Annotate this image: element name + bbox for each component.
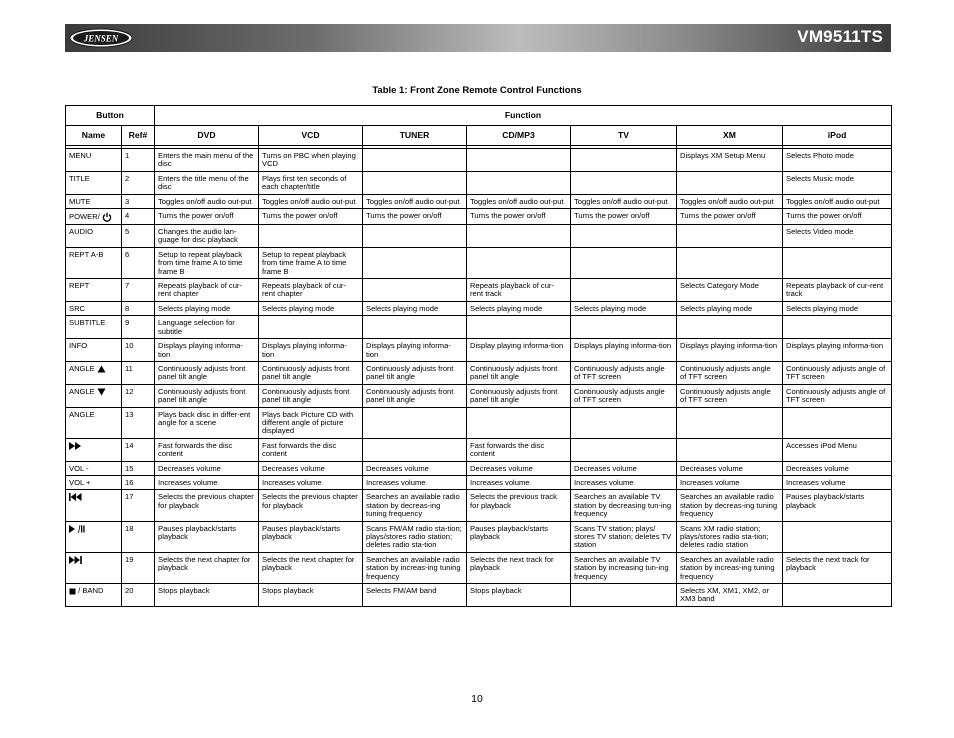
- button-name: ANGLE: [69, 409, 95, 419]
- function-cell-vcd: Plays first ten seconds of each chapter/title: [259, 171, 363, 194]
- function-cell-dvd: Stops playback: [155, 584, 259, 607]
- function-cell-cd-mp3: Continuously adjusts front panel tilt angle: [467, 384, 571, 407]
- function-cell-tv: [571, 171, 677, 194]
- ref-cell: 18: [122, 521, 155, 552]
- function-cell-ipod: Selects Photo mode: [783, 149, 892, 172]
- column-header-tuner: TUNER: [363, 126, 467, 146]
- function-cell-tv: [571, 438, 677, 461]
- function-cell-cd-mp3: [467, 247, 571, 278]
- table-row: [66, 552, 892, 583]
- function-cell-xm: [677, 225, 783, 248]
- function-cell-cd-mp3: Display playing informa-tion: [467, 339, 571, 362]
- function-group-header: Function: [155, 106, 892, 126]
- button-name-cell: [66, 149, 122, 172]
- function-cell-tv: [571, 149, 677, 172]
- button-name-cell: [66, 209, 122, 225]
- function-cell-ipod: Decreases volume: [783, 461, 892, 475]
- function-cell-tv: [571, 316, 677, 339]
- column-header-tv: TV: [571, 126, 677, 146]
- function-cell-tuner: Selects playing mode: [363, 301, 467, 315]
- function-cell-tuner: Decreases volume: [363, 461, 467, 475]
- button-name: ANGLE: [69, 363, 95, 373]
- function-cell-vcd: Stops playback: [259, 584, 363, 607]
- button-name-cell: [66, 552, 122, 583]
- table-row: [66, 316, 892, 339]
- function-cell-xm: Searches an available radio station by increas-ing tuning frequency: [677, 552, 783, 583]
- function-cell-xm: Displays playing informa-tion: [677, 339, 783, 362]
- table-caption: Table 1: Front Zone Remote Control Functions: [372, 85, 582, 96]
- function-cell-vcd: Fast forwards the disc content: [259, 438, 363, 461]
- function-cell-cd-mp3: Decreases volume: [467, 461, 571, 475]
- function-cell-cd-mp3: Selects playing mode: [467, 301, 571, 315]
- table-row: [66, 301, 892, 315]
- function-cell-tv: Searches an available TV station by decreasing tun-ing frequency: [571, 490, 677, 521]
- button-name: / BAND: [78, 586, 104, 596]
- function-cell-xm: Increases volume: [677, 475, 783, 489]
- function-cell-tuner: Searches an available radio station by increas-ing tuning frequency: [363, 552, 467, 583]
- function-cell-dvd: Enters the main menu of the disc: [155, 149, 259, 172]
- table-row: [66, 225, 892, 248]
- button-name: ANGLE: [69, 386, 95, 396]
- button-name-cell: [66, 584, 122, 607]
- table-row: [66, 171, 892, 194]
- ref-cell: 14: [122, 438, 155, 461]
- function-cell-cd-mp3: Pauses playback/starts playback: [467, 521, 571, 552]
- function-cell-ipod: Toggles on/off audio out-put: [783, 194, 892, 208]
- ref-cell: 4: [122, 209, 155, 225]
- function-cell-ipod: Selects Video mode: [783, 225, 892, 248]
- function-cell-dvd: Selects playing mode: [155, 301, 259, 315]
- ref-cell: 3: [122, 194, 155, 208]
- function-cell-cd-mp3: Continuously adjusts front panel tilt angle: [467, 361, 571, 384]
- function-cell-dvd: Increases volume: [155, 475, 259, 489]
- function-cell-dvd: Repeats playback of cur-rent chapter: [155, 279, 259, 302]
- function-cell-cd-mp3: [467, 407, 571, 438]
- table-row: [66, 209, 892, 225]
- function-cell-xm: Continuously adjusts angle of TFT screen: [677, 361, 783, 384]
- function-cell-cd-mp3: [467, 225, 571, 248]
- ref-cell: 8: [122, 301, 155, 315]
- function-cell-xm: [677, 316, 783, 339]
- table-row: [66, 490, 892, 521]
- function-cell-xm: Continuously adjusts angle of TFT screen: [677, 384, 783, 407]
- ref-cell: 20: [122, 584, 155, 607]
- function-cell-cd-mp3: [467, 149, 571, 172]
- table-row: [66, 384, 892, 407]
- function-cell-cd-mp3: Toggles on/off audio out-put: [467, 194, 571, 208]
- function-cell-dvd: Fast forwards the disc content: [155, 438, 259, 461]
- power-icon: [102, 212, 112, 221]
- function-cell-tuner: [363, 438, 467, 461]
- function-cell-dvd: Setup to repeat playback from time frame A to time frame B: [155, 247, 259, 278]
- function-cell-cd-mp3: Selects the previous track for playback: [467, 490, 571, 521]
- function-cell-ipod: Displays playing informa-tion: [783, 339, 892, 362]
- function-cell-vcd: Decreases volume: [259, 461, 363, 475]
- button-name: AUDIO: [69, 227, 94, 237]
- function-cell-tuner: [363, 279, 467, 302]
- function-cell-ipod: [783, 521, 892, 552]
- function-cell-ipod: Pauses playback/starts playback: [783, 490, 892, 521]
- function-cell-dvd: Decreases volume: [155, 461, 259, 475]
- function-cell-vcd: Turns on PBC when playing VCD: [259, 149, 363, 172]
- table-row: [66, 149, 892, 172]
- skip-previous-icon: [69, 492, 82, 501]
- function-cell-ipod: [783, 584, 892, 607]
- function-cell-vcd: Repeats playback of cur-rent chapter: [259, 279, 363, 302]
- remote-functions-table: [65, 105, 892, 607]
- function-cell-xm: Displays XM Setup Menu: [677, 149, 783, 172]
- button-name: REPT: [69, 281, 90, 291]
- button-name-cell: [66, 194, 122, 208]
- button-name-cell: [66, 316, 122, 339]
- stop-icon: [69, 586, 76, 595]
- button-name-cell: [66, 490, 122, 521]
- function-cell-tuner: Continuously adjusts front panel tilt angle: [363, 384, 467, 407]
- function-cell-tv: [571, 225, 677, 248]
- table-row: [66, 361, 892, 384]
- button-group-header: Button: [66, 106, 155, 126]
- triangle-down-icon: [97, 387, 106, 396]
- skip-next-icon: [69, 555, 82, 564]
- button-name: SUBTITLE: [69, 318, 106, 328]
- table-row: [66, 461, 892, 475]
- column-header-dvd: DVD: [155, 126, 259, 146]
- function-cell-cd-mp3: [467, 171, 571, 194]
- function-cell-xm: [677, 171, 783, 194]
- function-cell-xm: Searches an available radio station by decreas-ing tuning frequency: [677, 490, 783, 521]
- table-row: [66, 279, 892, 302]
- table-row: [66, 584, 892, 607]
- button-name-cell: [66, 247, 122, 278]
- function-cell-xm: [677, 407, 783, 438]
- table-row: [66, 438, 892, 461]
- function-cell-vcd: Turns the power on/off: [259, 209, 363, 225]
- function-cell-tuner: [363, 171, 467, 194]
- function-cell-cd-mp3: Stops playback: [467, 584, 571, 607]
- function-cell-tv: Searches an available TV station by increasing tun-ing frequency: [571, 552, 677, 583]
- button-name-cell: [66, 438, 122, 461]
- function-cell-cd-mp3: Turns the power on/off: [467, 209, 571, 225]
- ref-cell: 9: [122, 316, 155, 339]
- button-name: VOL +: [69, 477, 91, 487]
- column-header-xm: XM: [677, 126, 783, 146]
- ref-cell: 10: [122, 339, 155, 362]
- ref-cell: 13: [122, 407, 155, 438]
- button-name: INFO: [69, 341, 88, 351]
- function-cell-ipod: Selects playing mode: [783, 301, 892, 315]
- function-cell-tv: Turns the power on/off: [571, 209, 677, 225]
- function-cell-cd-mp3: Fast forwards the disc content: [467, 438, 571, 461]
- function-cell-dvd: Selects the previous chapter for playback: [155, 490, 259, 521]
- button-name: MENU: [69, 151, 92, 160]
- function-cell-tv: [571, 584, 677, 607]
- function-cell-xm: Toggles on/off audio out-put: [677, 194, 783, 208]
- button-name: TITLE: [69, 173, 90, 183]
- function-cell-tuner: [363, 316, 467, 339]
- function-cell-cd-mp3: Repeats playback of cur-rent track: [467, 279, 571, 302]
- function-cell-dvd: Plays back disc in differ-ent angle for a scene: [155, 407, 259, 438]
- function-cell-tv: Toggles on/off audio out-put: [571, 194, 677, 208]
- function-cell-tuner: Displays playing informa-tion: [363, 339, 467, 362]
- function-cell-xm: Turns the power on/off: [677, 209, 783, 225]
- button-name-cell: [66, 225, 122, 248]
- function-cell-tv: Continuously adjusts angle of TFT screen: [571, 361, 677, 384]
- button-name-cell: [66, 361, 122, 384]
- triangle-up-icon: [97, 364, 106, 373]
- button-name-cell: [66, 171, 122, 194]
- function-cell-dvd: Pauses playback/starts playback: [155, 521, 259, 552]
- ref-cell: 1: [122, 149, 155, 172]
- button-name: POWER/: [69, 212, 100, 222]
- function-cell-xm: [677, 247, 783, 278]
- function-cell-vcd: Selects the next chapter for playback: [259, 552, 363, 583]
- function-cell-xm: Selects playing mode: [677, 301, 783, 315]
- function-cell-xm: [677, 438, 783, 461]
- function-cell-dvd: Continuously adjusts front panel tilt angle: [155, 361, 259, 384]
- function-cell-dvd: Turns the power on/off: [155, 209, 259, 225]
- function-cell-ipod: Turns the power on/off: [783, 209, 892, 225]
- function-cell-tv: Displays playing informa-tion: [571, 339, 677, 362]
- column-header-ipod: iPod: [783, 126, 892, 146]
- page-number: 10: [471, 693, 483, 705]
- function-cell-vcd: Selects the previous chapter for playback: [259, 490, 363, 521]
- ref-cell: 11: [122, 361, 155, 384]
- ref-cell: 12: [122, 384, 155, 407]
- function-cell-dvd: Enters the title menu of the disc: [155, 171, 259, 194]
- ref-cell: 19: [122, 552, 155, 583]
- column-header-cd-mp3: CD/MP3: [467, 126, 571, 146]
- function-cell-tuner: Scans FM/AM radio sta-tion; plays/stores radio station; deletes radio sta-tion: [363, 521, 467, 552]
- function-cell-vcd: [259, 316, 363, 339]
- function-cell-ipod: Continuously adjusts angle of TFT screen: [783, 361, 892, 384]
- column-header-name: Name: [66, 126, 122, 146]
- ref-cell: 7: [122, 279, 155, 302]
- ref-cell: 16: [122, 475, 155, 489]
- button-name-cell: [66, 384, 122, 407]
- button-name: VOL -: [69, 463, 89, 473]
- function-cell-vcd: [259, 225, 363, 248]
- function-cell-vcd: Continuously adjusts front panel tilt angle: [259, 384, 363, 407]
- function-cell-tuner: [363, 149, 467, 172]
- function-cell-cd-mp3: [467, 316, 571, 339]
- function-cell-vcd: Toggles on/off audio out-put: [259, 194, 363, 208]
- function-cell-dvd: Toggles on/off audio out-put: [155, 194, 259, 208]
- button-name-cell: [66, 407, 122, 438]
- function-cell-vcd: Pauses playback/starts playback: [259, 521, 363, 552]
- ref-cell: 5: [122, 225, 155, 248]
- button-name: MUTE: [69, 196, 91, 206]
- function-cell-tuner: Toggles on/off audio out-put: [363, 194, 467, 208]
- table-row: [66, 194, 892, 208]
- function-cell-ipod: Selects Music mode: [783, 171, 892, 194]
- function-cell-dvd: Continuously adjusts front panel tilt angle: [155, 384, 259, 407]
- ref-cell: 2: [122, 171, 155, 194]
- function-cell-dvd: Displays playing informa-tion: [155, 339, 259, 362]
- jensen-logo: [69, 28, 133, 48]
- table-row: [66, 521, 892, 552]
- button-name: REPT A-B: [69, 249, 104, 259]
- function-cell-dvd: Changes the audio lan-guage for disc playback: [155, 225, 259, 248]
- function-cell-vcd: Plays back Picture CD with different angle of picture displayed: [259, 407, 363, 438]
- function-cell-tuner: Turns the power on/off: [363, 209, 467, 225]
- button-name-cell: [66, 475, 122, 489]
- function-cell-tuner: [363, 407, 467, 438]
- table-row: [66, 475, 892, 489]
- function-cell-tuner: Selects FM/AM band: [363, 584, 467, 607]
- button-name-cell: [66, 301, 122, 315]
- function-cell-tuner: [363, 225, 467, 248]
- function-cell-cd-mp3: Selects the next track for playback: [467, 552, 571, 583]
- function-cell-tv: [571, 279, 677, 302]
- function-cell-xm: Decreases volume: [677, 461, 783, 475]
- function-cell-tv: [571, 247, 677, 278]
- function-cell-dvd: Selects the next chapter for playback: [155, 552, 259, 583]
- function-cell-xm: Selects Category Mode: [677, 279, 783, 302]
- column-header-vcd: VCD: [259, 126, 363, 146]
- column-header-ref: Ref#: [122, 126, 155, 146]
- function-cell-tuner: Searches an available radio station by decreas-ing tuning frequency: [363, 490, 467, 521]
- function-cell-ipod: Accesses iPod Menu: [783, 438, 892, 461]
- function-cell-ipod: Increases volume: [783, 475, 892, 489]
- function-cell-tv: Selects playing mode: [571, 301, 677, 315]
- function-cell-tv: Decreases volume: [571, 461, 677, 475]
- function-cell-xm: Selects XM, XM1, XM2, or XM3 band: [677, 584, 783, 607]
- function-cell-ipod: [783, 247, 892, 278]
- function-cell-tv: Increases volume: [571, 475, 677, 489]
- function-cell-ipod: Continuously adjusts angle of TFT screen: [783, 384, 892, 407]
- button-name-cell: [66, 279, 122, 302]
- function-cell-tuner: Continuously adjusts front panel tilt angle: [363, 361, 467, 384]
- header-banner: [65, 24, 891, 52]
- model-title: VM9511TS: [797, 27, 883, 46]
- button-name-cell: [66, 339, 122, 362]
- button-name: SRC: [69, 303, 86, 313]
- function-cell-cd-mp3: Increases volume: [467, 475, 571, 489]
- function-cell-ipod: Repeats playback of cur-rent track: [783, 279, 892, 302]
- button-name-cell: [66, 521, 122, 552]
- function-cell-tv: Scans TV station; plays/ stores TV station; deletes TV station: [571, 521, 677, 552]
- function-cell-tuner: Increases volume: [363, 475, 467, 489]
- function-cell-tv: [571, 407, 677, 438]
- table-row: [66, 247, 892, 278]
- logo-text: JENSEN: [83, 33, 119, 44]
- function-cell-tv: Continuously adjusts angle of TFT screen: [571, 384, 677, 407]
- function-cell-vcd: Displays playing informa-tion: [259, 339, 363, 362]
- function-cell-vcd: Increases volume: [259, 475, 363, 489]
- table-row: [66, 339, 892, 362]
- button-name-cell: [66, 461, 122, 475]
- ref-cell: 15: [122, 461, 155, 475]
- fast-forward-icon: [69, 441, 81, 450]
- ref-cell: 17: [122, 490, 155, 521]
- function-cell-ipod: [783, 407, 892, 438]
- function-cell-vcd: Setup to repeat playback from time frame A to time frame B: [259, 247, 363, 278]
- function-cell-vcd: Selects playing mode: [259, 301, 363, 315]
- function-cell-ipod: [783, 316, 892, 339]
- function-cell-dvd: Language selection for subtitle: [155, 316, 259, 339]
- function-cell-vcd: Continuously adjusts front panel tilt angle: [259, 361, 363, 384]
- table-row: [66, 407, 892, 438]
- function-cell-xm: Scans XM radio station; plays/stores radio sta-tion; deletes radio station: [677, 521, 783, 552]
- ref-cell: 6: [122, 247, 155, 278]
- function-cell-tuner: [363, 247, 467, 278]
- play-pause-icon: [69, 524, 85, 533]
- function-cell-ipod: Selects the next track for playback: [783, 552, 892, 583]
